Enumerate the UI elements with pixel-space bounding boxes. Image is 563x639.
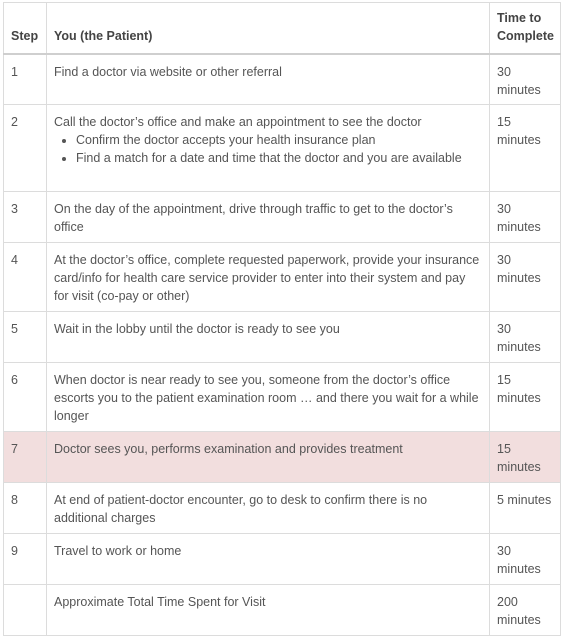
step-time: 30 minutes — [490, 534, 561, 585]
step-description: When doctor is near ready to see you, someone from the doctor’s office escorts you to the patient examination room … and there you wait for a while longer — [47, 363, 490, 432]
step-time: 30 minutes — [490, 243, 561, 312]
step-description: Wait in the lobby until the doctor is ready to see you — [47, 312, 490, 363]
header-patient: You (the Patient) — [47, 3, 490, 54]
table-row — [4, 312, 561, 363]
table-row — [4, 192, 561, 243]
list-item: • Confirm the doctor accepts your health insurance plan — [76, 131, 482, 149]
table-row-total — [4, 585, 561, 636]
step-number: 7 — [4, 432, 47, 483]
table-row — [4, 243, 561, 312]
step-bullet-list — [54, 131, 482, 167]
table-row — [4, 483, 561, 534]
header-step: Step — [4, 3, 47, 54]
step-number: 8 — [4, 483, 47, 534]
step-time: 15 minutes — [490, 105, 561, 192]
step-description-cell — [47, 105, 490, 192]
step-number: 5 — [4, 312, 47, 363]
table-row-highlighted — [4, 432, 561, 483]
step-time: 5 minutes — [490, 483, 561, 534]
table-row — [4, 363, 561, 432]
step-description: Call the doctor’s office and make an appointment to see the doctor — [54, 115, 422, 129]
table-row — [4, 534, 561, 585]
step-description: Doctor sees you, performs examination and provides treatment — [47, 432, 490, 483]
total-time: 200 minutes — [490, 585, 561, 636]
step-number: 4 — [4, 243, 47, 312]
step-number — [4, 585, 47, 636]
list-item: • Find a match for a date and time that the doctor and you are available — [76, 149, 482, 167]
table-row — [4, 105, 561, 192]
header-time: Time to Complete — [490, 3, 561, 54]
step-number: 1 — [4, 54, 47, 105]
step-number: 6 — [4, 363, 47, 432]
step-time: 30 minutes — [490, 54, 561, 105]
step-description: At the doctor’s office, complete requested paperwork, provide your insurance card/info for health care service provider to enter into their system and pay for visit (co-pay or other) — [47, 243, 490, 312]
step-time: 30 minutes — [490, 312, 561, 363]
total-label: Approximate Total Time Spent for Visit — [47, 585, 490, 636]
step-time: 15 minutes — [490, 432, 561, 483]
step-description: Find a doctor via website or other referral — [47, 54, 490, 105]
step-number: 9 — [4, 534, 47, 585]
patient-steps-table-container — [3, 2, 560, 636]
step-description: At end of patient-doctor encounter, go to desk to confirm there is no additional charges — [47, 483, 490, 534]
table-row — [4, 54, 561, 105]
step-number: 2 — [4, 105, 47, 192]
step-number: 3 — [4, 192, 47, 243]
step-time: 30 minutes — [490, 192, 561, 243]
patient-steps-table — [3, 2, 561, 636]
step-time: 15 minutes — [490, 363, 561, 432]
table-header-row — [4, 3, 561, 54]
step-description: On the day of the appointment, drive through traffic to get to the doctor’s office — [47, 192, 490, 243]
step-description: Travel to work or home — [47, 534, 490, 585]
